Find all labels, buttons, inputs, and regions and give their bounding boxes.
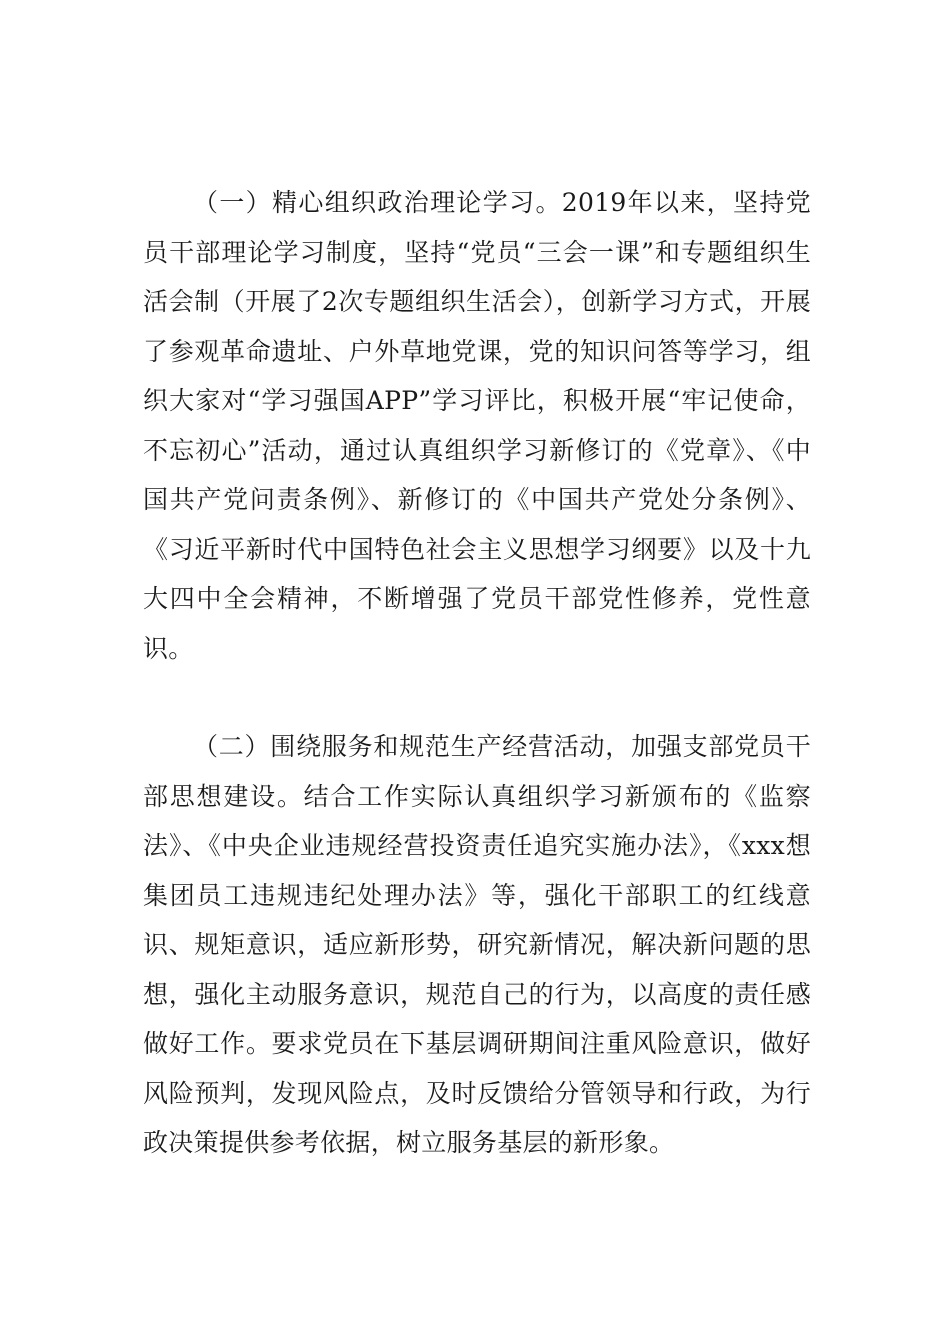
paragraph-political-theory-study: （一）精心组织政治理论学习。2019年以来，坚持党员干部理论学习制度，坚持“党员“三会一课”和专题组织生活会制（开展了2次专题组织生活会），创新学习方式，开展了参观革命遗址、户外草地党课，党的知识问答等学习，组织大家对“学习强国APP”学习评比，积极开展“牢记使命，不忘初心”活动，通过认真组织学习新修订的《党章》、《中国共产党问责条例》、新修订的《中国共产党处分条例》、《习近平新时代中国特色社会主义思想学习纲要》以及十九大四中全会精神，不断增强了党员干部党性修养，党性意识。 (143, 188, 811, 663)
document-body (143, 178, 811, 1168)
paragraph-ideological-building: （二）围绕服务和规范生产经营活动，加强支部党员干部思想建设。结合工作实际认真组织学习新颁布的《监察法》、《中央企业违规经营投资责任追究实施办法》，《xxx想集团员工违规违纪处理办法》等，强化干部职工的红线意识、规矩意识，适应新形势，研究新情况，解决新问题的思想，强化主动服务意识，规范自己的行为，以高度的责任感做好工作。要求党员在下基层调研期间注重风险意识，做好风险预判，发现风险点，及时反馈给分管领导和行政，为行政决策提供参考依据，树立服务基层的新形象。 (143, 732, 811, 1157)
